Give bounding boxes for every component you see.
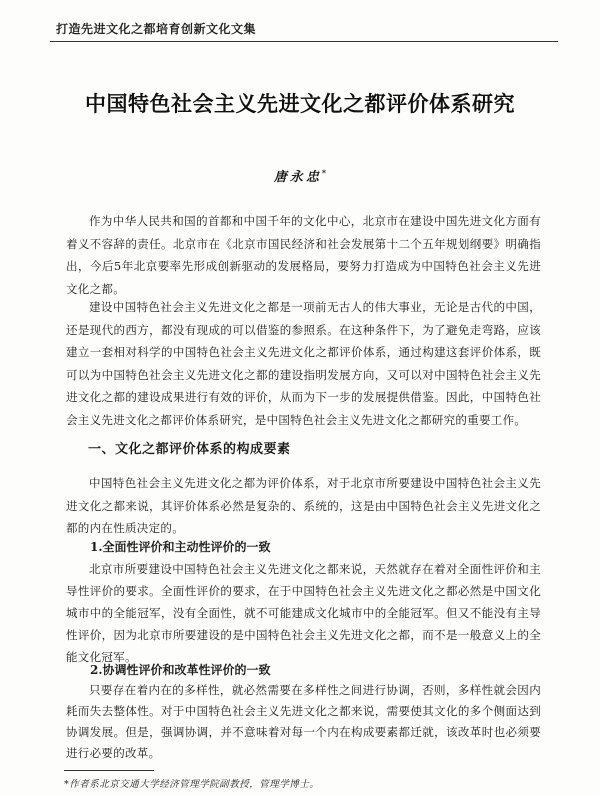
subsection-heading-1: 1.全面性评价和主动性评价的一致 (90, 540, 271, 554)
footnote-rule (64, 770, 154, 771)
section-intro-paragraph (66, 472, 541, 540)
paragraph-text: 建设中国特色社会主义先进文化之都是一项前无古人的伟大事业，无论是古代的中国，还是现代的西方，都没有现成的可以借鉴的参照系。在这种条件下，为了避免走弯路，应该建立一套相对科学的中国特色社会主义先进文化之都评价体系，通过构建这套评价体系，既可以为中国特色社会主义先进文化之都的建设指明发展方向，又可以对中国特色社会主义先进文化之都的建设成果进行有效的评价，从而为下一步的发展提供借鉴。因此，中国特色社会主义先进文化之都评价体系研究，是中国特色社会主义先进文化之都研究的重要工作。 (66, 300, 541, 427)
intro-paragraph-2 (66, 296, 541, 431)
subsection-paragraph-1 (66, 558, 541, 668)
subsection-heading-2: 2.协调性评价和改革性评价的一致 (90, 663, 271, 677)
paragraph-text: 北京市所要建设中国特色社会主义先进文化之都来说，天然就存在着对全面性评价和主导性评价的要求。全面性评价的要求，在于中国特色社会主义先进文化之都必然是中国文化城市中的全能冠军，没有全面性，就不可能建成文化城市中的全能冠军。但又不能没有主导性评价，因为北京市所要建设的是中国特色社会主义先进文化之都，而不是一般意义上的全能文化冠军。 (66, 562, 541, 664)
article-title: 中国特色社会主义先进文化之都评价体系研究 (85, 92, 515, 116)
paragraph-text: 作为中华人民共和国的首都和中国千年的文化中心，北京市在建设中国先进文化方面有着义不容辞的责任。北京市在《北京市国民经济和社会发展第十二个五年规划纲要》明确指出，今后5年北京要率先形成创新驱动的发展格局，要努力打造成为中国特色社会主义先进文化之都。 (66, 214, 541, 296)
header-rule (50, 41, 558, 42)
section-heading: 一、文化之都评价体系的构成要素 (88, 442, 291, 457)
intro-paragraph-1 (66, 210, 541, 300)
paragraph-text: 中国特色社会主义先进文化之都为评价体系，对于北京市所要建设中国特色社会主义先进文化之都来说，其评价体系必然是复杂的、系统的，这是由中国特色社会主义先进文化之都的内在性质决定的。 (66, 476, 541, 535)
running-header: 打造先进文化之都培育创新文化文集 (56, 22, 257, 36)
footnote: *作者系北京交通大学经济管理学院副教授，管理学博士。 (64, 779, 320, 790)
paragraph-text: 只要存在着内在的多样性，就必然需要在多样性之间进行协调，否则，多样性就会因内耗而失去整体性。对于中国特色社会主义先进文化之都来说，需要使其文化的多个侧面达到协调发展。但是，强调协调，并不意味着对每一个内在构成要素都迁就，该改革时也必须要进行必要的改革。 (66, 683, 541, 760)
author-line (40, 166, 560, 185)
author-footnote-mark: * (321, 167, 327, 178)
subsection-paragraph-2 (66, 680, 541, 764)
author-name: 唐永忠 (273, 170, 322, 185)
